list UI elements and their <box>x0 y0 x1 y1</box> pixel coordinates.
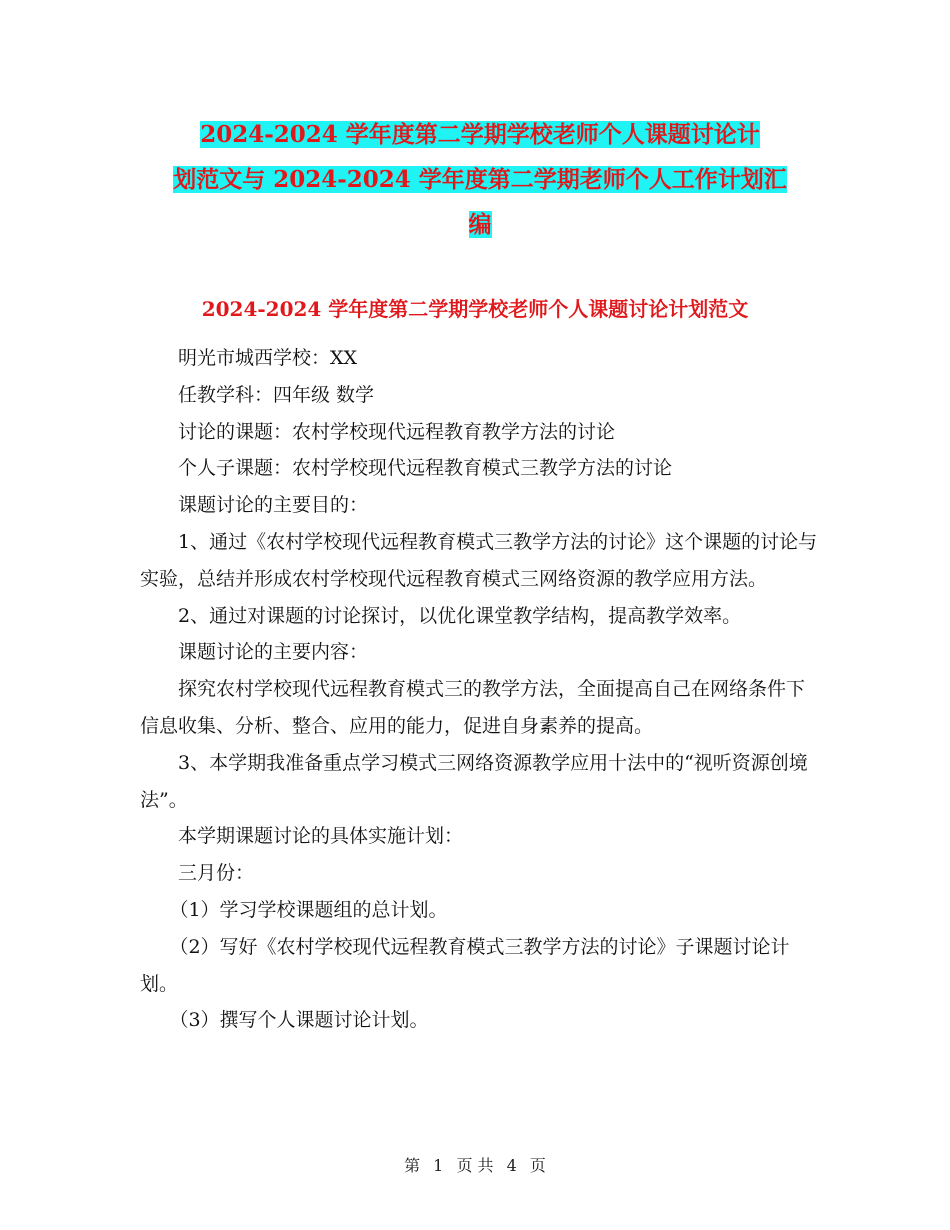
paragraph-march: 三月份： <box>178 862 255 885</box>
paragraph-content-body: 探究农村学校现代远程教育模式三的教学方法，全面提高自己在网络条件下信息收集、分析、整合、应用的能力，促进自身素养的提高。 <box>140 678 806 737</box>
title-line-2: 划范文与 2024-2024 学年度第二学期老师个人工作计划汇 <box>173 166 787 193</box>
paragraph-item-3: 3、本学期我准备重点学习模式三网络资源教学应用十法中的“视听资源创境法”。 <box>140 751 808 811</box>
paragraph-content-heading: 课题讨论的主要内容： <box>178 641 369 664</box>
paragraph-march-item-2: （2）写好《农村学校现代远程教育模式三教学方法的讨论》子课题讨论计划。 <box>140 935 790 995</box>
page-label-pre: 第 <box>404 1156 421 1175</box>
paragraph-purpose-1: 1、通过《农村学校现代远程教育模式三教学方法的讨论》这个课题的讨论与实验，总结并形成农村学校现代远程教育模式三网络资源的教学应用方法。 <box>140 530 818 590</box>
title-line-1: 2024-2024 学年度第二学期学校老师个人课题讨论计 <box>200 121 760 148</box>
paragraph-school: 明光市城西学校：XX <box>178 347 358 369</box>
paragraph-purpose-2: 2、通过对课题的讨论探讨，以优化课堂教学结构，提高教学效率。 <box>178 604 742 627</box>
paragraph-purpose-heading: 课题讨论的主要目的： <box>178 494 369 517</box>
document-title <box>140 112 820 247</box>
page-label-post: 页 <box>529 1156 546 1175</box>
paragraph-subtopic: 个人子课题：农村学校现代远程教育模式三教学方法的讨论 <box>178 457 673 480</box>
document-body <box>140 340 820 1039</box>
paragraph-march-item-3: （3）撰写个人课题讨论计划。 <box>169 1009 429 1032</box>
page-total: 4 <box>506 1156 517 1175</box>
section-title: 2024-2024 学年度第二学期学校老师个人课题讨论计划范文 <box>201 297 749 321</box>
paragraph-plan-heading: 本学期课题讨论的具体实施计划： <box>178 825 464 848</box>
paragraph-topic: 讨论的课题：农村学校现代远程教育教学方法的讨论 <box>178 420 616 443</box>
paragraph-subject: 任教学科：四年级 数学 <box>178 383 375 406</box>
title-line-3: 编 <box>468 211 492 238</box>
paragraph-march-item-1: （1）学习学校课题组的总计划。 <box>169 898 448 921</box>
page-footer <box>0 1153 950 1176</box>
page-current: 1 <box>433 1156 444 1175</box>
page-label-mid: 页 共 <box>456 1156 494 1175</box>
